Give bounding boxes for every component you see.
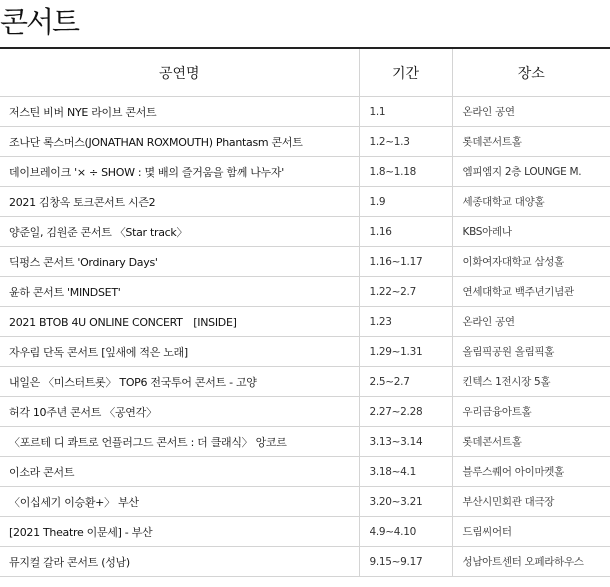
period-cell: 2.5~2.7 [359,367,452,397]
concert-name-cell: 〈포르테 디 콰트로 언플러그드 콘서트 : 더 클래식〉 앙코르 [0,427,359,457]
table-row [0,517,610,547]
period-cell: 3.18~4.1 [359,457,452,487]
period-cell: 1.29~1.31 [359,337,452,367]
period-cell: 1.23 [359,307,452,337]
table-row [0,427,610,457]
concert-name-cell: 이소라 콘서트 [0,457,359,487]
venue-cell: 엠피엠지 2층 LOUNGE M. [452,157,610,187]
concert-table [0,47,610,577]
concert-name-cell: 윤하 콘서트 'MINDSET' [0,277,359,307]
table-row [0,247,610,277]
table-row [0,457,610,487]
table-row [0,397,610,427]
venue-cell: 드림씨어터 [452,517,610,547]
period-cell: 1.8~1.18 [359,157,452,187]
venue-cell: 킨텍스 1전시장 5홀 [452,367,610,397]
page-title: 콘서트 [0,5,79,39]
period-cell: 9.15~9.17 [359,547,452,577]
concert-name-cell: 2021 BTOB 4U ONLINE CONCERT [INSIDE] [0,307,359,337]
table-row [0,157,610,187]
venue-cell: 올림픽공원 올림픽홀 [452,337,610,367]
table-row [0,97,610,127]
concert-name-cell: 양준일, 김원준 콘서트 〈Star track〉 [0,217,359,247]
table-row [0,127,610,157]
venue-cell: 롯데콘서트홀 [452,127,610,157]
table-row [0,277,610,307]
venue-cell: 이화여자대학교 삼성홀 [452,247,610,277]
concert-name-cell: 저스틴 비버 NYE 라이브 콘서트 [0,97,359,127]
venue-cell: 부산시민회관 대극장 [452,487,610,517]
concert-name-cell: 딕펑스 콘서트 'Ordinary Days' [0,247,359,277]
column-header-period: 기간 [359,48,452,97]
period-cell: 2.27~2.28 [359,397,452,427]
period-cell: 1.9 [359,187,452,217]
concert-name-cell: 허각 10주년 콘서트 〈공연각〉 [0,397,359,427]
table-row [0,217,610,247]
column-header-venue: 장소 [452,48,610,97]
concert-name-cell: 내일은 〈미스터트롯〉 TOP6 전국투어 콘서트 - 고양 [0,367,359,397]
concert-name-cell: 뮤지컬 갈라 콘서트 (성남) [0,547,359,577]
venue-cell: 세종대학교 대양홀 [452,187,610,217]
period-cell: 1.2~1.3 [359,127,452,157]
period-cell: 1.22~2.7 [359,277,452,307]
concert-name-cell: 데이브레이크 '× ÷ SHOW : 몇 배의 즐거움을 함께 나누자' [0,157,359,187]
venue-cell: 성남아트센터 오페라하우스 [452,547,610,577]
period-cell: 4.9~4.10 [359,517,452,547]
venue-cell: 롯데콘서트홀 [452,427,610,457]
period-cell: 1.16~1.17 [359,247,452,277]
period-cell: 3.20~3.21 [359,487,452,517]
concert-name-cell: [2021 Theatre 이문세] - 부산 [0,517,359,547]
venue-cell: 온라인 공연 [452,307,610,337]
table-header-row [0,48,610,97]
period-cell: 1.1 [359,97,452,127]
venue-cell: KBS아레나 [452,217,610,247]
concert-name-cell: 2021 김창옥 토크콘서트 시즌2 [0,187,359,217]
venue-cell: 연세대학교 백주년기념관 [452,277,610,307]
table-row [0,187,610,217]
table-body [0,97,610,577]
table-row [0,367,610,397]
table-row [0,337,610,367]
concert-name-cell: 조나단 록스머스(JONATHAN ROXMOUTH) Phantasm 콘서트 [0,127,359,157]
venue-cell: 우리금융아트홀 [452,397,610,427]
period-cell: 1.16 [359,217,452,247]
period-cell: 3.13~3.14 [359,427,452,457]
table-row [0,487,610,517]
column-header-name: 공연명 [0,48,359,97]
concert-name-cell: 자우림 단독 콘서트 [잎새에 적은 노래] [0,337,359,367]
table-row [0,547,610,577]
table-row [0,307,610,337]
venue-cell: 블루스퀘어 아이마켓홀 [452,457,610,487]
concert-name-cell: 〈이십세기 이승환+〉 부산 [0,487,359,517]
venue-cell: 온라인 공연 [452,97,610,127]
